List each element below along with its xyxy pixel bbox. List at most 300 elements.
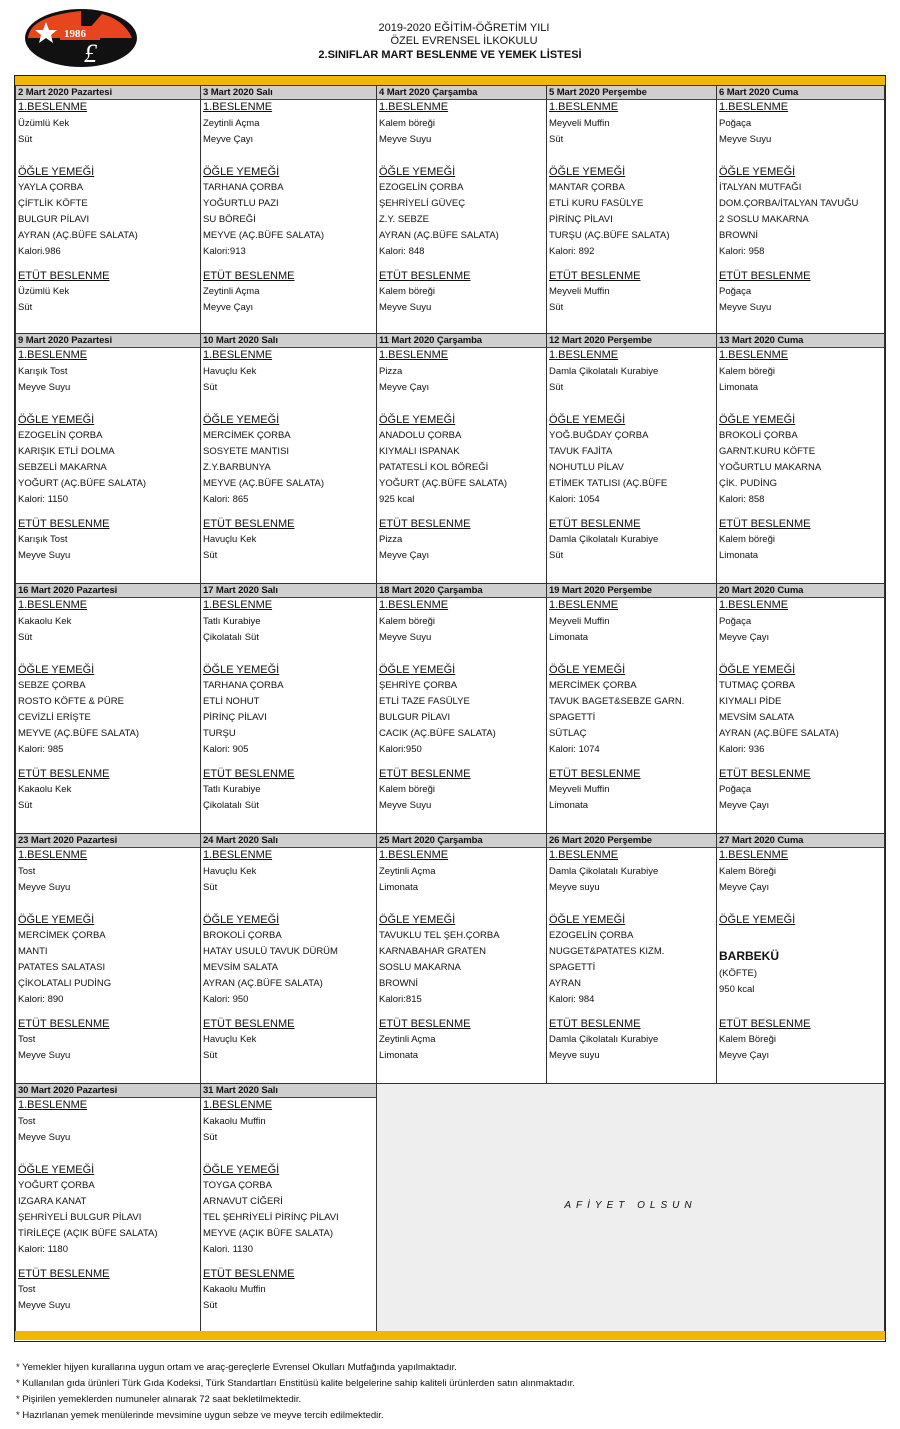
- lunch-item: SEBZELİ MAKARNA: [18, 462, 107, 473]
- snack-heading: 1.BESLENME: [719, 849, 789, 861]
- day-cell: [716, 583, 885, 833]
- lunch-heading: ÖĞLE YEMEĞİ: [549, 414, 626, 426]
- lunch-item: HATAY USULÜ TAVUK DÜRÜM: [203, 946, 338, 957]
- snack-item: Zeytinli Açma: [203, 118, 260, 129]
- lunch-item: 2 SOSLU MAKARNA: [719, 214, 809, 225]
- snack-item: Çikolatalı Süt: [203, 632, 259, 643]
- day-date: 5 Mart 2020 Perşembe: [547, 86, 716, 100]
- study-heading: ETÜT BESLENME: [18, 768, 110, 780]
- snack-item: Kalem böreği: [379, 118, 435, 129]
- lunch-item: BROWNİ: [719, 230, 759, 241]
- study-heading: ETÜT BESLENME: [549, 768, 641, 780]
- day-cell: [15, 833, 200, 1083]
- snack-heading: 1.BESLENME: [379, 599, 449, 611]
- lunch-item: Kalori: 1180: [18, 1244, 68, 1255]
- day-date: 4 Mart 2020 Çarşamba: [377, 86, 546, 100]
- day-date: 31 Mart 2020 Salı: [201, 1084, 376, 1098]
- day-cell: [716, 333, 885, 583]
- study-heading: ETÜT BESLENME: [379, 518, 471, 530]
- day-date: 26 Mart 2020 Perşembe: [547, 834, 716, 848]
- day-date: 30 Mart 2020 Pazartesi: [16, 1084, 200, 1098]
- lunch-item: (KÖFTE): [719, 968, 757, 979]
- study-heading: ETÜT BESLENME: [719, 768, 811, 780]
- lunch-item: DOM.ÇORBA/İTALYAN TAVUĞU: [719, 198, 859, 209]
- day-date: 16 Mart 2020 Pazartesi: [16, 584, 200, 598]
- study-heading: ETÜT BESLENME: [549, 270, 641, 282]
- study-item: Limonata: [719, 550, 759, 561]
- day-cell: [716, 833, 885, 1083]
- lunch-heading: ÖĞLE YEMEĞİ: [379, 914, 456, 926]
- study-item: Limonata: [379, 1050, 419, 1061]
- study-item: Kalem böreği: [379, 286, 435, 297]
- lunch-item: Kalori: 905: [203, 744, 249, 755]
- lunch-item: MEYVE (AÇ.BÜFE SALATA): [18, 728, 140, 739]
- study-heading: ETÜT BESLENME: [379, 270, 471, 282]
- note-item: * Kullanılan gıda ürünleri Türk Gıda Kodeksi, Türk Standartları Enstitüsü kalite belgelerine sahip kaliteli ürünlerden satın alınmaktadır.: [16, 1378, 575, 1389]
- lunch-item: BROKOLİ ÇORBA: [719, 430, 798, 441]
- lunch-heading: ÖĞLE YEMEĞİ: [549, 914, 626, 926]
- lunch-heading: ÖĞLE YEMEĞİ: [203, 664, 280, 676]
- snack-item: Meyveli Muffin: [549, 118, 610, 129]
- study-item: Pizza: [379, 534, 403, 545]
- snack-item: Meyve Çayı: [719, 632, 770, 643]
- lunch-item: MEYVE (AÇIK BÜFE SALATA): [203, 1228, 334, 1239]
- snack-heading: 1.BESLENME: [379, 849, 449, 861]
- snack-item: Meyve Suyu: [379, 632, 432, 643]
- lunch-item: Z.Y. SEBZE: [379, 214, 429, 225]
- snack-item: Meyve Çayı: [379, 382, 430, 393]
- lunch-item: SEBZE ÇORBA: [18, 680, 86, 691]
- lunch-item: KIYMALI ISPANAK: [379, 446, 460, 457]
- snack-item: Meyve Çayı: [203, 134, 254, 145]
- lunch-heading: ÖĞLE YEMEĞİ: [549, 166, 626, 178]
- lunch-item: ŞEHRİYELİ BULGUR PİLAVI: [18, 1212, 142, 1223]
- snack-item: Tatlı Kurabiye: [203, 616, 261, 627]
- study-item: Havuçlu Kek: [203, 1034, 257, 1045]
- snack-item: Zeytinli Açma: [379, 866, 436, 877]
- snack-item: Pizza: [379, 366, 403, 377]
- day-date: 2 Mart 2020 Pazartesi: [16, 86, 200, 100]
- day-cell: [546, 583, 716, 833]
- lunch-heading: ÖĞLE YEMEĞİ: [719, 664, 796, 676]
- study-heading: ETÜT BESLENME: [18, 1018, 110, 1030]
- lunch-item: ETİMEK TATLISI (AÇ.BÜFE: [549, 478, 668, 489]
- snack-item: Meyve suyu: [549, 882, 600, 893]
- lunch-item: ETLİ TAZE FASÜLYE: [379, 696, 470, 707]
- snack-heading: 1.BESLENME: [18, 599, 88, 611]
- lunch-heading: ÖĞLE YEMEĞİ: [203, 414, 280, 426]
- lunch-heading: ÖĞLE YEMEĞİ: [18, 414, 95, 426]
- lunch-item: PİRİNÇ PİLAVI: [203, 712, 267, 723]
- study-item: Meyve Suyu: [379, 800, 432, 811]
- notes: [16, 1360, 575, 1424]
- day-cell: [15, 1083, 200, 1331]
- lunch-heading: ÖĞLE YEMEĞİ: [18, 664, 95, 676]
- lunch-heading: ÖĞLE YEMEĞİ: [379, 414, 456, 426]
- study-item: Meyve Çayı: [719, 1050, 770, 1061]
- lunch-item: BARBEKÜ: [719, 949, 779, 963]
- lunch-item: KARIŞIK ETLİ DOLMA: [18, 446, 115, 457]
- snack-item: Meyve Suyu: [719, 134, 772, 145]
- snack-item: Süt: [203, 882, 218, 893]
- study-item: Damla Çikolatalı Kurabiye: [549, 534, 659, 545]
- lunch-item: BULGUR PİLAVI: [18, 214, 90, 225]
- study-heading: ETÜT BESLENME: [203, 768, 295, 780]
- note-item: * Yemekler hijyen kurallarına uygun ortam ve araç-gereçlerle Evrensel Okulları Mutfağında yapılmaktadır.: [16, 1362, 457, 1373]
- lunch-heading: ÖĞLE YEMEĞİ: [18, 914, 95, 926]
- lunch-item: Kalori. 1130: [203, 1244, 253, 1255]
- snack-item: Süt: [549, 382, 564, 393]
- lunch-item: MANTAR ÇORBA: [549, 182, 625, 193]
- lunch-item: IZGARA KANAT: [18, 1196, 87, 1207]
- lunch-item: YOĞURT (AÇ.BÜFE SALATA): [379, 478, 508, 489]
- lunch-item: ŞEHRİYE ÇORBA: [379, 680, 458, 691]
- snack-item: Tost: [18, 866, 36, 877]
- snack-heading: 1.BESLENME: [203, 101, 273, 113]
- lunch-item: AYRAN: [549, 978, 582, 989]
- logo-letter: £: [84, 39, 97, 68]
- lunch-item: TOYGA ÇORBA: [203, 1180, 272, 1191]
- lunch-item: Kalori.986: [18, 246, 61, 257]
- study-item: Meyveli Muffin: [549, 784, 610, 795]
- study-item: Süt: [549, 302, 564, 313]
- study-item: Üzümlü Kek: [18, 286, 70, 297]
- day-cell: [200, 333, 376, 583]
- snack-item: Kalem böreği: [379, 616, 435, 627]
- lunch-item: Kalori: 848: [379, 246, 425, 257]
- snack-heading: 1.BESLENME: [203, 599, 273, 611]
- snack-item: Meyve Suyu: [18, 1132, 71, 1143]
- lunch-item: AYRAN (AÇ.BÜFE SALATA): [719, 728, 839, 739]
- lunch-item: NOHUTLU PİLAV: [549, 462, 624, 473]
- lunch-item: ARNAVUT CİĞERİ: [203, 1196, 283, 1207]
- lunch-item: AYRAN (AÇ.BÜFE SALATA): [379, 230, 499, 241]
- lunch-heading: ÖĞLE YEMEĞİ: [719, 914, 796, 926]
- lunch-item: MERCİMEK ÇORBA: [203, 430, 291, 441]
- study-item: Meyve Suyu: [18, 550, 71, 561]
- lunch-item: BULGUR PİLAVI: [379, 712, 451, 723]
- lunch-item: YOĞURTLU PAZI: [203, 198, 279, 209]
- day-date: 18 Mart 2020 Çarşamba: [377, 584, 546, 598]
- day-cell: [546, 833, 716, 1083]
- study-item: Limonata: [549, 800, 589, 811]
- lunch-item: GARNT.KURU KÖFTE: [719, 446, 816, 457]
- study-heading: ETÜT BESLENME: [203, 1268, 295, 1280]
- snack-heading: 1.BESLENME: [18, 101, 88, 113]
- day-cell: [716, 85, 885, 333]
- lunch-item: MEVSİM SALATA: [719, 712, 795, 723]
- day-date: 10 Mart 2020 Salı: [201, 334, 376, 348]
- day-date: 11 Mart 2020 Çarşamba: [377, 334, 546, 348]
- snack-item: Limonata: [549, 632, 589, 643]
- lunch-item: PATATES SALATASI: [18, 962, 106, 973]
- study-item: Tatlı Kurabiye: [203, 784, 261, 795]
- day-cell: [200, 85, 376, 333]
- snack-heading: 1.BESLENME: [549, 849, 619, 861]
- study-heading: ETÜT BESLENME: [379, 1018, 471, 1030]
- snack-heading: 1.BESLENME: [719, 101, 789, 113]
- snack-heading: 1.BESLENME: [18, 1099, 88, 1111]
- snack-item: Havuçlu Kek: [203, 866, 257, 877]
- snack-heading: 1.BESLENME: [203, 1099, 273, 1111]
- study-heading: ETÜT BESLENME: [203, 1018, 295, 1030]
- lunch-item: NUGGET&PATATES KIZM.: [549, 946, 665, 957]
- study-item: Poğaça: [719, 286, 752, 297]
- day-date: 12 Mart 2020 Perşembe: [547, 334, 716, 348]
- study-heading: ETÜT BESLENME: [18, 270, 110, 282]
- lunch-item: Kalori: 950: [203, 994, 249, 1005]
- lunch-heading: ÖĞLE YEMEĞİ: [549, 664, 626, 676]
- study-item: Süt: [203, 550, 218, 561]
- study-item: Kakaolu Muffin: [203, 1284, 266, 1295]
- lunch-item: BROKOLİ ÇORBA: [203, 930, 282, 941]
- snack-item: Tost: [18, 1116, 36, 1127]
- lunch-item: YOĞ.BUĞDAY ÇORBA: [549, 430, 649, 441]
- lunch-item: ANADOLU ÇORBA: [379, 430, 462, 441]
- day-date: 25 Mart 2020 Çarşamba: [377, 834, 546, 848]
- lunch-item: MEYVE (AÇ.BÜFE SALATA): [203, 478, 325, 489]
- lunch-item: MERCİMEK ÇORBA: [549, 680, 637, 691]
- day-cell: [376, 833, 546, 1083]
- snack-item: Süt: [18, 134, 33, 145]
- study-item: Meyveli Muffin: [549, 286, 610, 297]
- lunch-item: PİRİNÇ PİLAVI: [549, 214, 613, 225]
- lunch-item: Kalori:815: [379, 994, 422, 1005]
- note-item: * Pişirilen yemeklerden numuneler alınarak 72 saat bekletilmektedir.: [16, 1394, 302, 1405]
- lunch-item: Kalori: 865: [203, 494, 249, 505]
- day-date: 24 Mart 2020 Salı: [201, 834, 376, 848]
- lunch-item: AYRAN (AÇ.BÜFE SALATA): [18, 230, 138, 241]
- lunch-item: İTALYAN MUTFAĞI: [719, 182, 802, 193]
- logo-year: 1986: [64, 28, 86, 40]
- study-heading: ETÜT BESLENME: [203, 518, 295, 530]
- year-line: 2019-2020 EĞİTİM-ÖĞRETİM YILI: [378, 22, 550, 34]
- lunch-item: MEYVE (AÇ.BÜFE SALATA): [203, 230, 325, 241]
- study-item: Meyve Suyu: [719, 302, 772, 313]
- day-date: 13 Mart 2020 Cuma: [717, 334, 884, 348]
- study-heading: ETÜT BESLENME: [719, 518, 811, 530]
- day-cell: [546, 85, 716, 333]
- lunch-item: SOSLU MAKARNA: [379, 962, 461, 973]
- study-heading: ETÜT BESLENME: [18, 1268, 110, 1280]
- study-item: Tost: [18, 1034, 36, 1045]
- lunch-item: Kalori: 858: [719, 494, 765, 505]
- lunch-item: Kalori:913: [203, 246, 246, 257]
- study-item: Meyve Suyu: [18, 1050, 71, 1061]
- lunch-item: Z.Y.BARBUNYA: [203, 462, 271, 473]
- snack-item: Meyve Suyu: [18, 382, 71, 393]
- lunch-item: Kalori: 890: [18, 994, 64, 1005]
- study-item: Meyve Suyu: [379, 302, 432, 313]
- lunch-heading: ÖĞLE YEMEĞİ: [203, 914, 280, 926]
- lunch-item: 950 kcal: [719, 984, 755, 995]
- lunch-item: YOĞURT (AÇ.BÜFE SALATA): [18, 478, 147, 489]
- day-cell: [200, 583, 376, 833]
- page-header: [0, 22, 900, 62]
- lunch-heading: ÖĞLE YEMEĞİ: [379, 664, 456, 676]
- study-item: Süt: [203, 1050, 218, 1061]
- lunch-item: TARHANA ÇORBA: [203, 182, 284, 193]
- lunch-item: ŞEHRİYELİ GÜVEÇ: [379, 198, 466, 209]
- lunch-item: MERCİMEK ÇORBA: [18, 930, 106, 941]
- lunch-item: ROSTO KÖFTE & PÜRE: [18, 696, 124, 707]
- lunch-item: MANTI: [18, 946, 48, 957]
- lunch-item: ÇİK. PUDİNG: [719, 478, 778, 489]
- snack-item: Süt: [18, 632, 33, 643]
- snack-heading: 1.BESLENME: [379, 349, 449, 361]
- lunch-item: ETLİ KURU FASÜLYE: [549, 198, 644, 209]
- lunch-item: 925 kcal: [379, 494, 415, 505]
- study-item: Süt: [18, 302, 33, 313]
- snack-heading: 1.BESLENME: [379, 101, 449, 113]
- day-cell: [376, 333, 546, 583]
- snack-item: Kakaolu Muffin: [203, 1116, 266, 1127]
- study-item: Meyve Çayı: [719, 800, 770, 811]
- lunch-item: TARHANA ÇORBA: [203, 680, 284, 691]
- lunch-item: SOSYETE MANTISI: [203, 446, 290, 457]
- snack-heading: 1.BESLENME: [549, 101, 619, 113]
- study-heading: ETÜT BESLENME: [203, 270, 295, 282]
- lunch-item: KARNABAHAR GRATEN: [379, 946, 486, 957]
- lunch-item: YOĞURT ÇORBA: [18, 1180, 95, 1191]
- snack-item: Meyve Suyu: [18, 882, 71, 893]
- snack-item: Damla Çikolatalı Kurabiye: [549, 366, 659, 377]
- study-item: Zeytinli Açma: [203, 286, 260, 297]
- snack-heading: 1.BESLENME: [18, 349, 88, 361]
- snack-heading: 1.BESLENME: [549, 599, 619, 611]
- lunch-item: ÇİKOLATALI PUDİNG: [18, 978, 112, 989]
- lunch-item: AYRAN (AÇ.BÜFE SALATA): [203, 978, 323, 989]
- day-cell: [200, 1083, 376, 1331]
- study-item: Karışık Tost: [18, 534, 68, 545]
- lunch-item: TEL ŞEHRİYELİ PİRİNÇ PİLAVI: [203, 1212, 339, 1223]
- day-cell: [15, 85, 200, 333]
- snack-item: Üzümlü Kek: [18, 118, 70, 129]
- study-item: Kalem Böreği: [719, 1034, 777, 1045]
- snack-item: Kakaolu Kek: [18, 616, 72, 627]
- study-item: Süt: [18, 800, 33, 811]
- study-item: Süt: [203, 1300, 218, 1311]
- lunch-heading: ÖĞLE YEMEĞİ: [203, 166, 280, 178]
- school-name: ÖZEL EVRENSEL İLKOKULU: [390, 35, 538, 47]
- snack-item: Kalem böreği: [719, 366, 775, 377]
- study-item: Tost: [18, 1284, 36, 1295]
- lunch-item: Kalori: 985: [18, 744, 64, 755]
- lunch-item: Kalori: 1054: [549, 494, 600, 505]
- lunch-item: Kalori: 958: [719, 246, 765, 257]
- day-date: 3 Mart 2020 Salı: [201, 86, 376, 100]
- lunch-item: TURŞU: [203, 728, 236, 739]
- lunch-item: Kalori: 984: [549, 994, 595, 1005]
- study-item: Meyve suyu: [549, 1050, 600, 1061]
- study-item: Kalem böreği: [379, 784, 435, 795]
- study-heading: ETÜT BESLENME: [549, 1018, 641, 1030]
- snack-heading: 1.BESLENME: [719, 599, 789, 611]
- lunch-item: Kalori: 1074: [549, 744, 600, 755]
- study-item: Süt: [549, 550, 564, 561]
- lunch-item: SU BÖREĞİ: [203, 214, 256, 225]
- snack-item: Süt: [203, 382, 218, 393]
- lunch-item: Kalori: 1150: [18, 494, 68, 505]
- day-date: 17 Mart 2020 Salı: [201, 584, 376, 598]
- snack-item: Kalem Böreği: [719, 866, 777, 877]
- lunch-item: TİRİLEÇE (AÇIK BÜFE SALATA): [18, 1228, 158, 1239]
- snack-heading: 1.BESLENME: [719, 349, 789, 361]
- snack-item: Limonata: [379, 882, 419, 893]
- study-item: Damla Çikolatalı Kurabiye: [549, 1034, 659, 1045]
- lunch-item: PATATESLİ KOL BÖREĞİ: [379, 462, 489, 473]
- study-item: Meyve Suyu: [18, 1300, 71, 1311]
- lunch-item: CEVİZLİ ERİŞTE: [18, 712, 91, 723]
- day-date: 6 Mart 2020 Cuma: [717, 86, 884, 100]
- snack-item: Süt: [549, 134, 564, 145]
- study-item: Kakaolu Kek: [18, 784, 72, 795]
- lunch-item: TAVUK BAGET&SEBZE GARN.: [549, 696, 685, 707]
- day-date: 9 Mart 2020 Pazartesi: [16, 334, 200, 348]
- lunch-item: ÇİFTLİK KÖFTE: [18, 198, 88, 209]
- study-heading: ETÜT BESLENME: [379, 768, 471, 780]
- study-item: Poğaça: [719, 784, 752, 795]
- study-item: Çikolatalı Süt: [203, 800, 259, 811]
- snack-item: Limonata: [719, 382, 759, 393]
- study-item: Meyve Çayı: [203, 302, 254, 313]
- snack-item: Süt: [203, 1132, 218, 1143]
- snack-item: Karışık Tost: [18, 366, 68, 377]
- lunch-item: YOĞURTLU MAKARNA: [719, 462, 822, 473]
- lunch-item: TURŞU (AÇ.BÜFE SALATA): [549, 230, 670, 241]
- day-cell: [376, 583, 546, 833]
- lunch-heading: ÖĞLE YEMEĞİ: [379, 166, 456, 178]
- snack-heading: 1.BESLENME: [203, 849, 273, 861]
- lunch-item: BROWNİ: [379, 978, 419, 989]
- day-date: 23 Mart 2020 Pazartesi: [16, 834, 200, 848]
- lunch-item: TAVUK FAJİTA: [549, 446, 613, 457]
- snack-heading: 1.BESLENME: [549, 349, 619, 361]
- lunch-item: SPAGETTİ: [549, 712, 596, 723]
- day-cell: [546, 333, 716, 583]
- snack-item: Meyve Çayı: [719, 882, 770, 893]
- lunch-item: Kalori: 936: [719, 744, 765, 755]
- study-item: Havuçlu Kek: [203, 534, 257, 545]
- study-item: Zeytinli Açma: [379, 1034, 436, 1045]
- snack-item: Havuçlu Kek: [203, 366, 257, 377]
- snack-item: Poğaça: [719, 118, 752, 129]
- study-heading: ETÜT BESLENME: [719, 1018, 811, 1030]
- day-date: 20 Mart 2020 Cuma: [717, 584, 884, 598]
- study-heading: ETÜT BESLENME: [719, 270, 811, 282]
- lunch-item: MEVSİM SALATA: [203, 962, 279, 973]
- snack-item: Meyve Suyu: [379, 134, 432, 145]
- afiyet-box: [376, 1083, 885, 1331]
- lunch-item: YAYLA ÇORBA: [18, 182, 84, 193]
- note-item: * Hazırlanan yemek menülerinde mevsimine uygun sebze ve meyve tercih edilmektedir.: [16, 1410, 384, 1421]
- day-cell: [200, 833, 376, 1083]
- lunch-item: Kalori:950: [379, 744, 422, 755]
- study-heading: ETÜT BESLENME: [549, 518, 641, 530]
- day-date: 19 Mart 2020 Perşembe: [547, 584, 716, 598]
- lunch-item: CACIK (AÇ.BÜFE SALATA): [379, 728, 496, 739]
- lunch-heading: ÖĞLE YEMEĞİ: [203, 1164, 280, 1176]
- lunch-heading: ÖĞLE YEMEĞİ: [719, 166, 796, 178]
- lunch-heading: ÖĞLE YEMEĞİ: [18, 166, 95, 178]
- lunch-item: TUTMAÇ ÇORBA: [719, 680, 795, 691]
- day-date: 27 Mart 2020 Cuma: [717, 834, 884, 848]
- lunch-item: SPAGETTİ: [549, 962, 596, 973]
- snack-item: Damla Çikolatalı Kurabiye: [549, 866, 659, 877]
- lunch-item: KIYMALI PİDE: [719, 696, 782, 707]
- study-item: Meyve Çayı: [379, 550, 430, 561]
- day-cell: [15, 333, 200, 583]
